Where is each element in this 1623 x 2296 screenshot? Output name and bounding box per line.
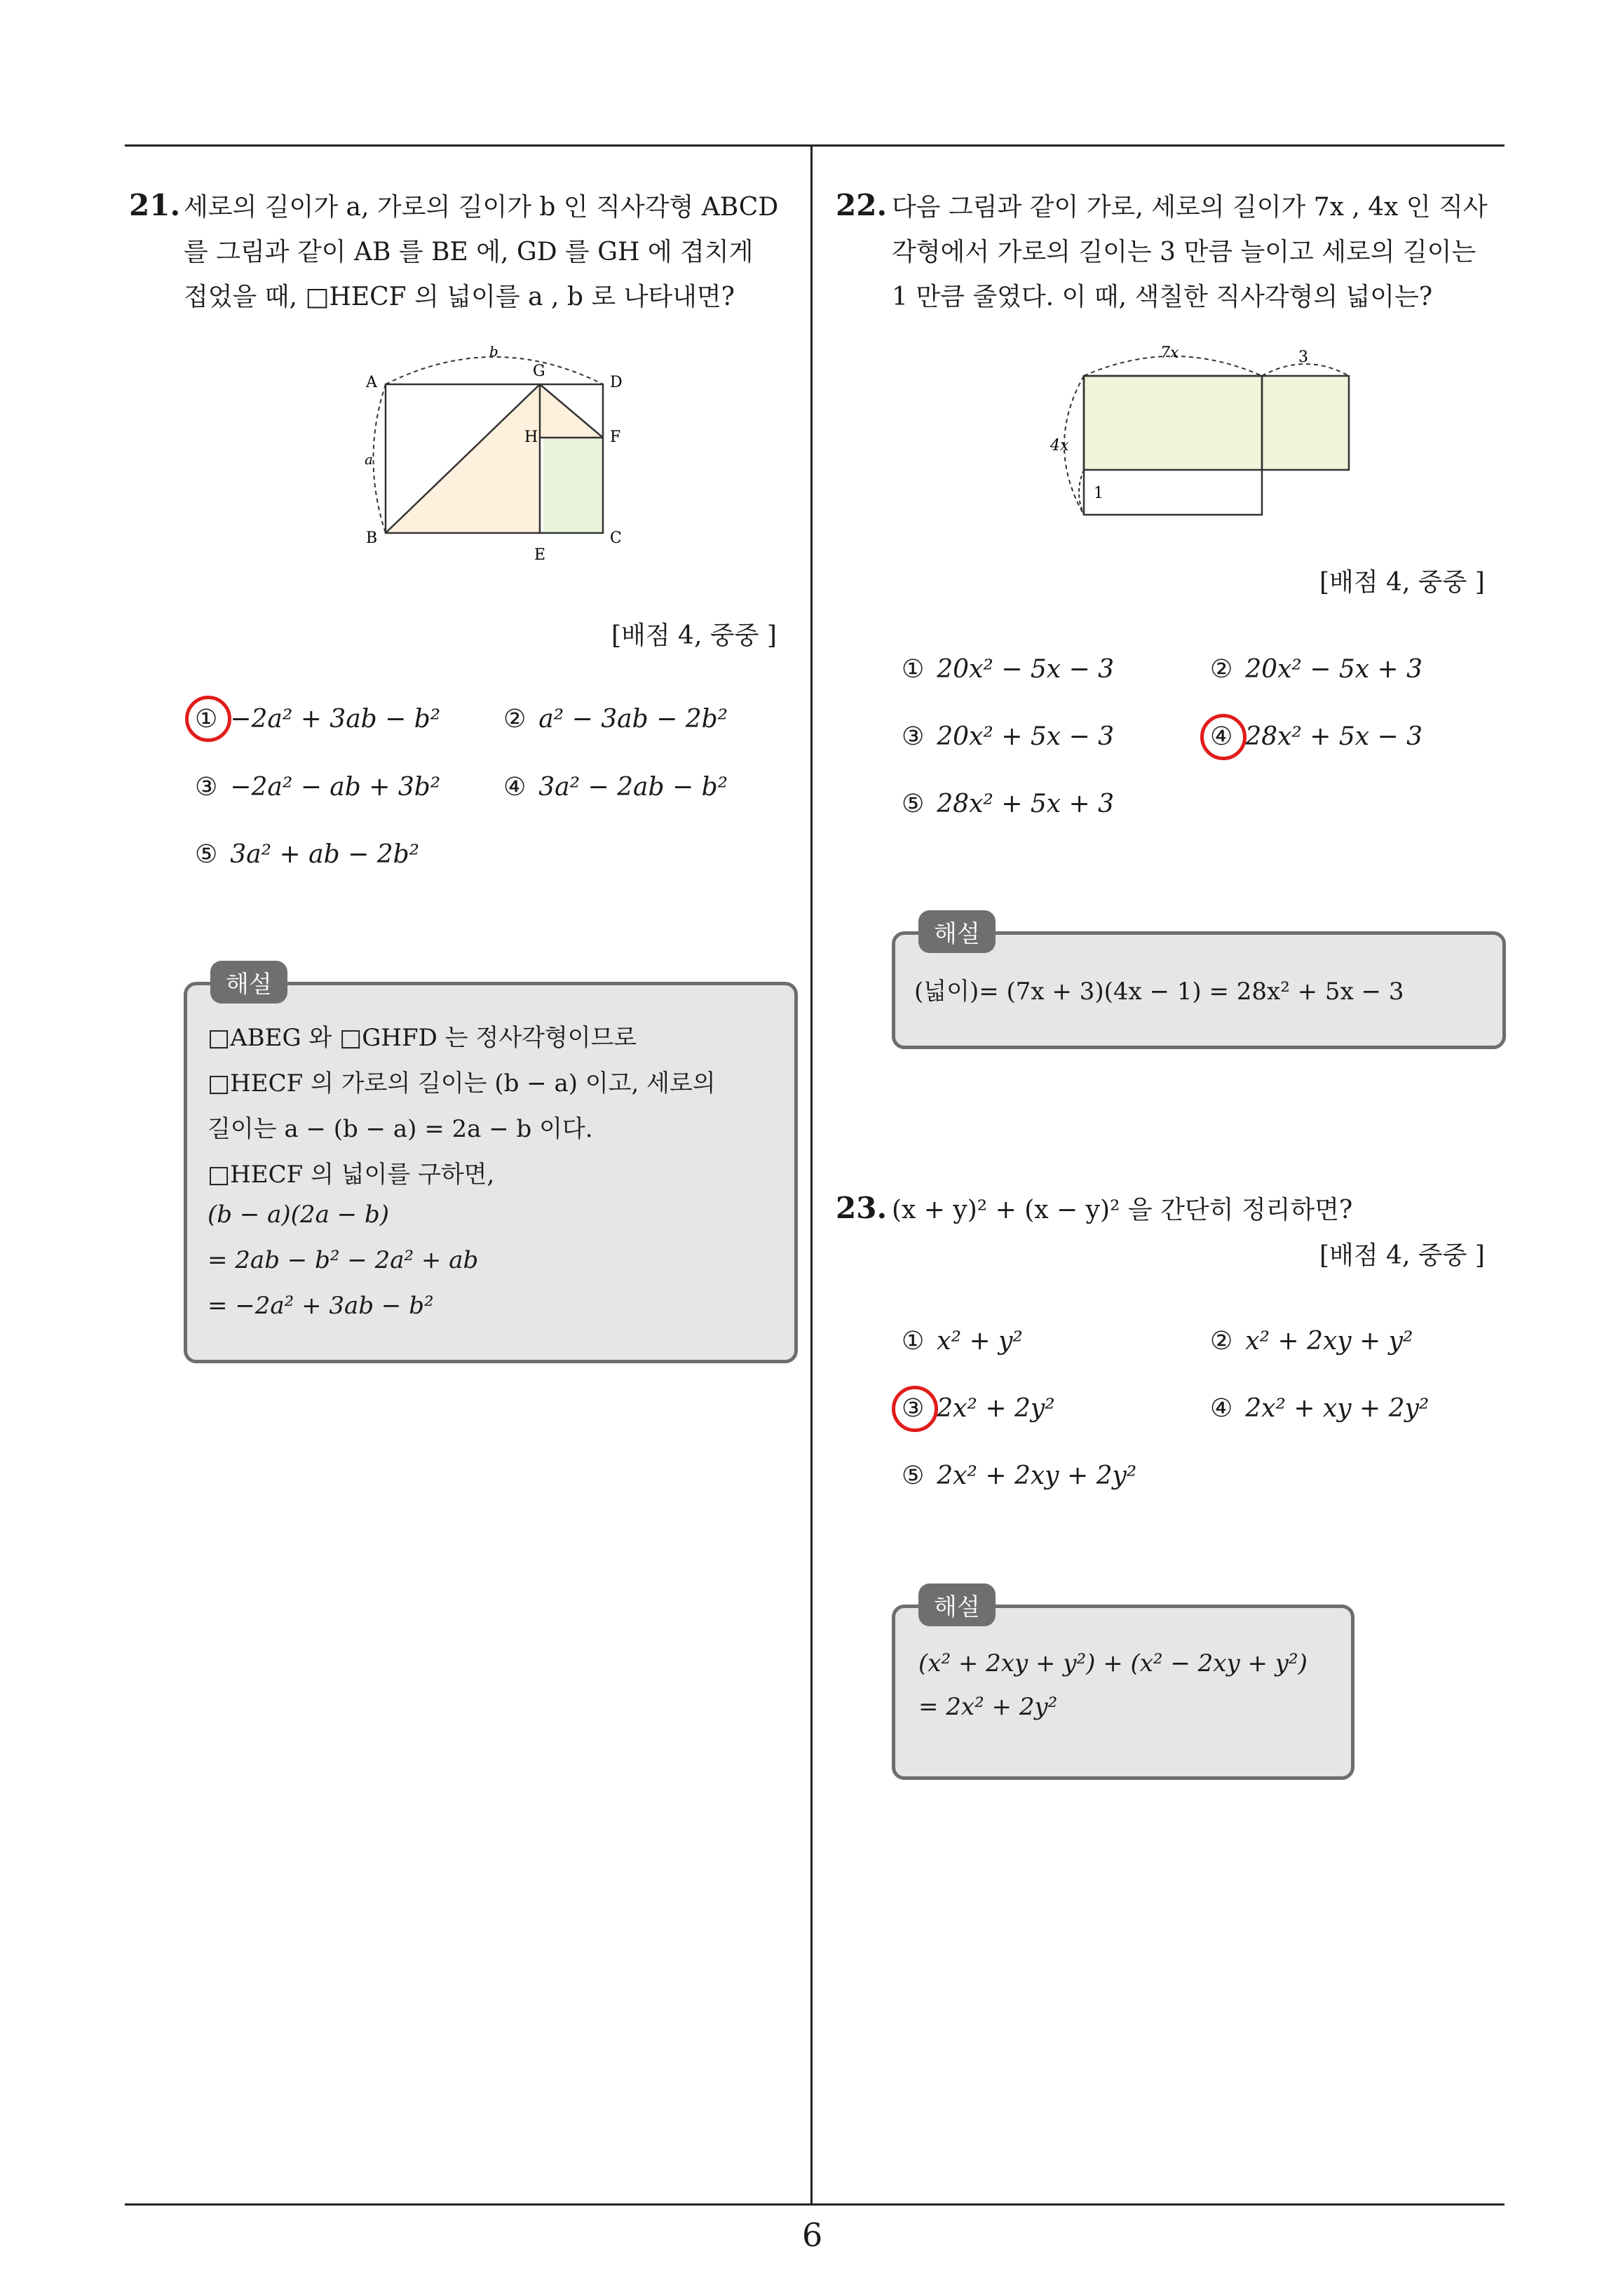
q23-choice-1-mark: ① bbox=[902, 1327, 925, 1356]
q21-choice-5-mark: ⑤ bbox=[195, 840, 218, 869]
q23-choice-2[interactable] bbox=[1210, 1327, 1413, 1356]
q23-choice-5[interactable] bbox=[902, 1461, 1136, 1490]
q21-label-C: C bbox=[610, 529, 622, 547]
q22-choice-1-text: 20x² − 5x − 3 bbox=[937, 655, 1115, 684]
q21-choice-5-text: 3a² + ab − 2b² bbox=[230, 840, 420, 869]
q21-figure bbox=[358, 344, 638, 575]
q22-choice-2-mark: ② bbox=[1210, 655, 1233, 684]
q21-choice-4-text: 3a² − 2ab − b² bbox=[538, 773, 728, 802]
q22-solution-tag: 해설 bbox=[918, 910, 996, 953]
q21-solution-line-2: □HECF 의 가로의 길이는 (b − a) 이고, 세로의 bbox=[208, 1069, 716, 1098]
q22-choice-3[interactable] bbox=[902, 722, 1114, 751]
q22-choice-4-text: 28x² + 5x − 3 bbox=[1245, 722, 1423, 751]
q21-label-F: F bbox=[610, 428, 621, 446]
q22-shaded-rect bbox=[1084, 376, 1349, 470]
q22-label-7x: 7x bbox=[1160, 344, 1179, 362]
q23-solution-line-2: = 2x² + 2y² bbox=[918, 1693, 1058, 1721]
q22-label-3: 3 bbox=[1298, 349, 1308, 366]
q23-choice-5-mark: ⑤ bbox=[902, 1461, 925, 1490]
q21-solution-line-3: 길이는 a − (b − a) = 2a − b 이다. bbox=[208, 1115, 593, 1143]
q21-number: 21. bbox=[129, 188, 181, 222]
q21-line-3: 접었을 때, □HECF 의 넓이를 a , b 로 나타내면? bbox=[184, 283, 735, 311]
q22-choice-4-mark: ④ bbox=[1210, 722, 1233, 751]
q22-line-1: 다음 그림과 같이 가로, 세로의 길이가 7x , 4x 인 직사 bbox=[892, 193, 1488, 222]
q23-choice-2-mark: ② bbox=[1210, 1327, 1233, 1356]
q22-choice-2-text: 20x² − 5x + 3 bbox=[1245, 655, 1423, 684]
q22-score: [배점 4, 중중 ] bbox=[1319, 568, 1485, 597]
q21-label-G: G bbox=[533, 363, 545, 380]
q21-label-A: A bbox=[366, 374, 377, 391]
q21-choice-1-mark: ① bbox=[195, 705, 218, 734]
q21-choice-4-mark: ④ bbox=[503, 773, 527, 802]
q21-label-D: D bbox=[610, 374, 623, 391]
q23-choice-4-text: 2x² + xy + 2y² bbox=[1245, 1394, 1430, 1423]
q22-label-1: 1 bbox=[1094, 485, 1103, 502]
q23-answer-circle bbox=[892, 1386, 938, 1432]
q23-line-1: (x + y)² + (x − y)² 을 간단히 정리하면? bbox=[892, 1196, 1353, 1224]
q21-arc-a bbox=[374, 384, 386, 533]
q23-solution-box bbox=[892, 1605, 1354, 1780]
q21-choice-1[interactable] bbox=[195, 705, 440, 734]
q21-choice-4[interactable] bbox=[503, 773, 728, 802]
q22-line-3: 1 만큼 줄였다. 이 때, 색칠한 직사각형의 넓이는? bbox=[892, 283, 1433, 311]
q22-solution-line-1: (넓이)= (7x + 3)(4x − 1) = 28x² + 5x − 3 bbox=[914, 978, 1404, 1006]
q21-solution-line-1: □ABEG 와 □GHFD 는 정사각형이므로 bbox=[208, 1024, 637, 1052]
q22-answer-circle bbox=[1200, 714, 1247, 760]
q21-hecf-shade bbox=[543, 438, 603, 533]
q21-choice-5[interactable] bbox=[195, 840, 419, 869]
q21-label-a: a bbox=[365, 451, 373, 468]
q23-number: 23. bbox=[836, 1191, 888, 1225]
q22-label-4x: 4x bbox=[1050, 437, 1069, 454]
q22-choice-5-text: 28x² + 5x + 3 bbox=[937, 790, 1115, 818]
q21-solution-line-7: = −2a² + 3ab − b² bbox=[208, 1292, 434, 1320]
q21-solution-tag: 해설 bbox=[210, 961, 287, 1004]
q21-label-E: E bbox=[534, 546, 546, 564]
q22-line-2: 각형에서 가로의 길이는 3 만큼 늘이고 세로의 길이는 bbox=[892, 238, 1476, 266]
q23-solution-line-1: (x² + 2xy + y²) + (x² − 2xy + y²) bbox=[918, 1649, 1308, 1677]
q21-choice-1-text: −2a² + 3ab − b² bbox=[230, 705, 441, 734]
column-divider bbox=[810, 144, 813, 2205]
q22-choice-1-mark: ① bbox=[902, 655, 925, 684]
q23-score: [배점 4, 중중 ] bbox=[1319, 1241, 1485, 1270]
q21-answer-circle bbox=[185, 696, 231, 742]
q21-choice-2-mark: ② bbox=[503, 705, 527, 734]
q23-choice-1[interactable] bbox=[902, 1327, 1023, 1356]
q21-solution-line-6: = 2ab − b² − 2a² + ab bbox=[208, 1246, 479, 1274]
q22-choice-2[interactable] bbox=[1210, 655, 1422, 684]
q22-figure bbox=[1038, 337, 1360, 526]
top-rule bbox=[125, 144, 1505, 147]
q23-choice-5-text: 2x² + 2xy + 2y² bbox=[937, 1461, 1137, 1490]
q21-line-2: 를 그림과 같이 AB 를 BE 에, GD 를 GH 에 겹치게 bbox=[184, 238, 754, 266]
q21-score: [배점 4, 중중 ] bbox=[611, 621, 777, 650]
q22-number: 22. bbox=[836, 188, 888, 222]
q23-choice-3-text: 2x² + 2y² bbox=[937, 1394, 1055, 1423]
q21-label-H: H bbox=[524, 428, 538, 446]
q22-choice-1[interactable] bbox=[902, 655, 1114, 684]
q22-choice-5-mark: ⑤ bbox=[902, 790, 925, 818]
q21-choice-3[interactable] bbox=[195, 773, 440, 802]
q21-arc-b bbox=[386, 357, 603, 384]
bottom-rule bbox=[125, 2203, 1505, 2206]
q23-choice-1-text: x² + y² bbox=[937, 1327, 1023, 1356]
q23-choice-4-mark: ④ bbox=[1210, 1394, 1233, 1423]
q21-choice-3-text: −2a² − ab + 3b² bbox=[230, 773, 441, 802]
q23-choice-3-mark: ③ bbox=[902, 1394, 925, 1423]
q21-choice-2-text: a² − 3ab − 2b² bbox=[538, 705, 728, 734]
q23-solution-tag: 해설 bbox=[918, 1583, 996, 1626]
q21-choice-2[interactable] bbox=[503, 705, 728, 734]
page-number: 6 bbox=[802, 2216, 823, 2254]
q21-choice-3-mark: ③ bbox=[195, 773, 218, 802]
q22-choice-5[interactable] bbox=[902, 790, 1114, 818]
q22-choice-3-text: 20x² + 5x − 3 bbox=[937, 722, 1115, 751]
q21-line-1: 세로의 길이가 a, 가로의 길이가 b 인 직사각형 ABCD bbox=[184, 193, 779, 222]
q21-label-b: b bbox=[489, 344, 498, 360]
q23-choice-2-text: x² + 2xy + y² bbox=[1245, 1327, 1413, 1356]
q22-choice-3-mark: ③ bbox=[902, 722, 925, 751]
q21-solution-line-5: (b − a)(2a − b) bbox=[208, 1201, 389, 1229]
q21-label-B: B bbox=[366, 529, 378, 547]
q21-solution-line-4: □HECF 의 넓이를 구하면, bbox=[208, 1161, 495, 1189]
q23-choice-4[interactable] bbox=[1210, 1394, 1429, 1423]
